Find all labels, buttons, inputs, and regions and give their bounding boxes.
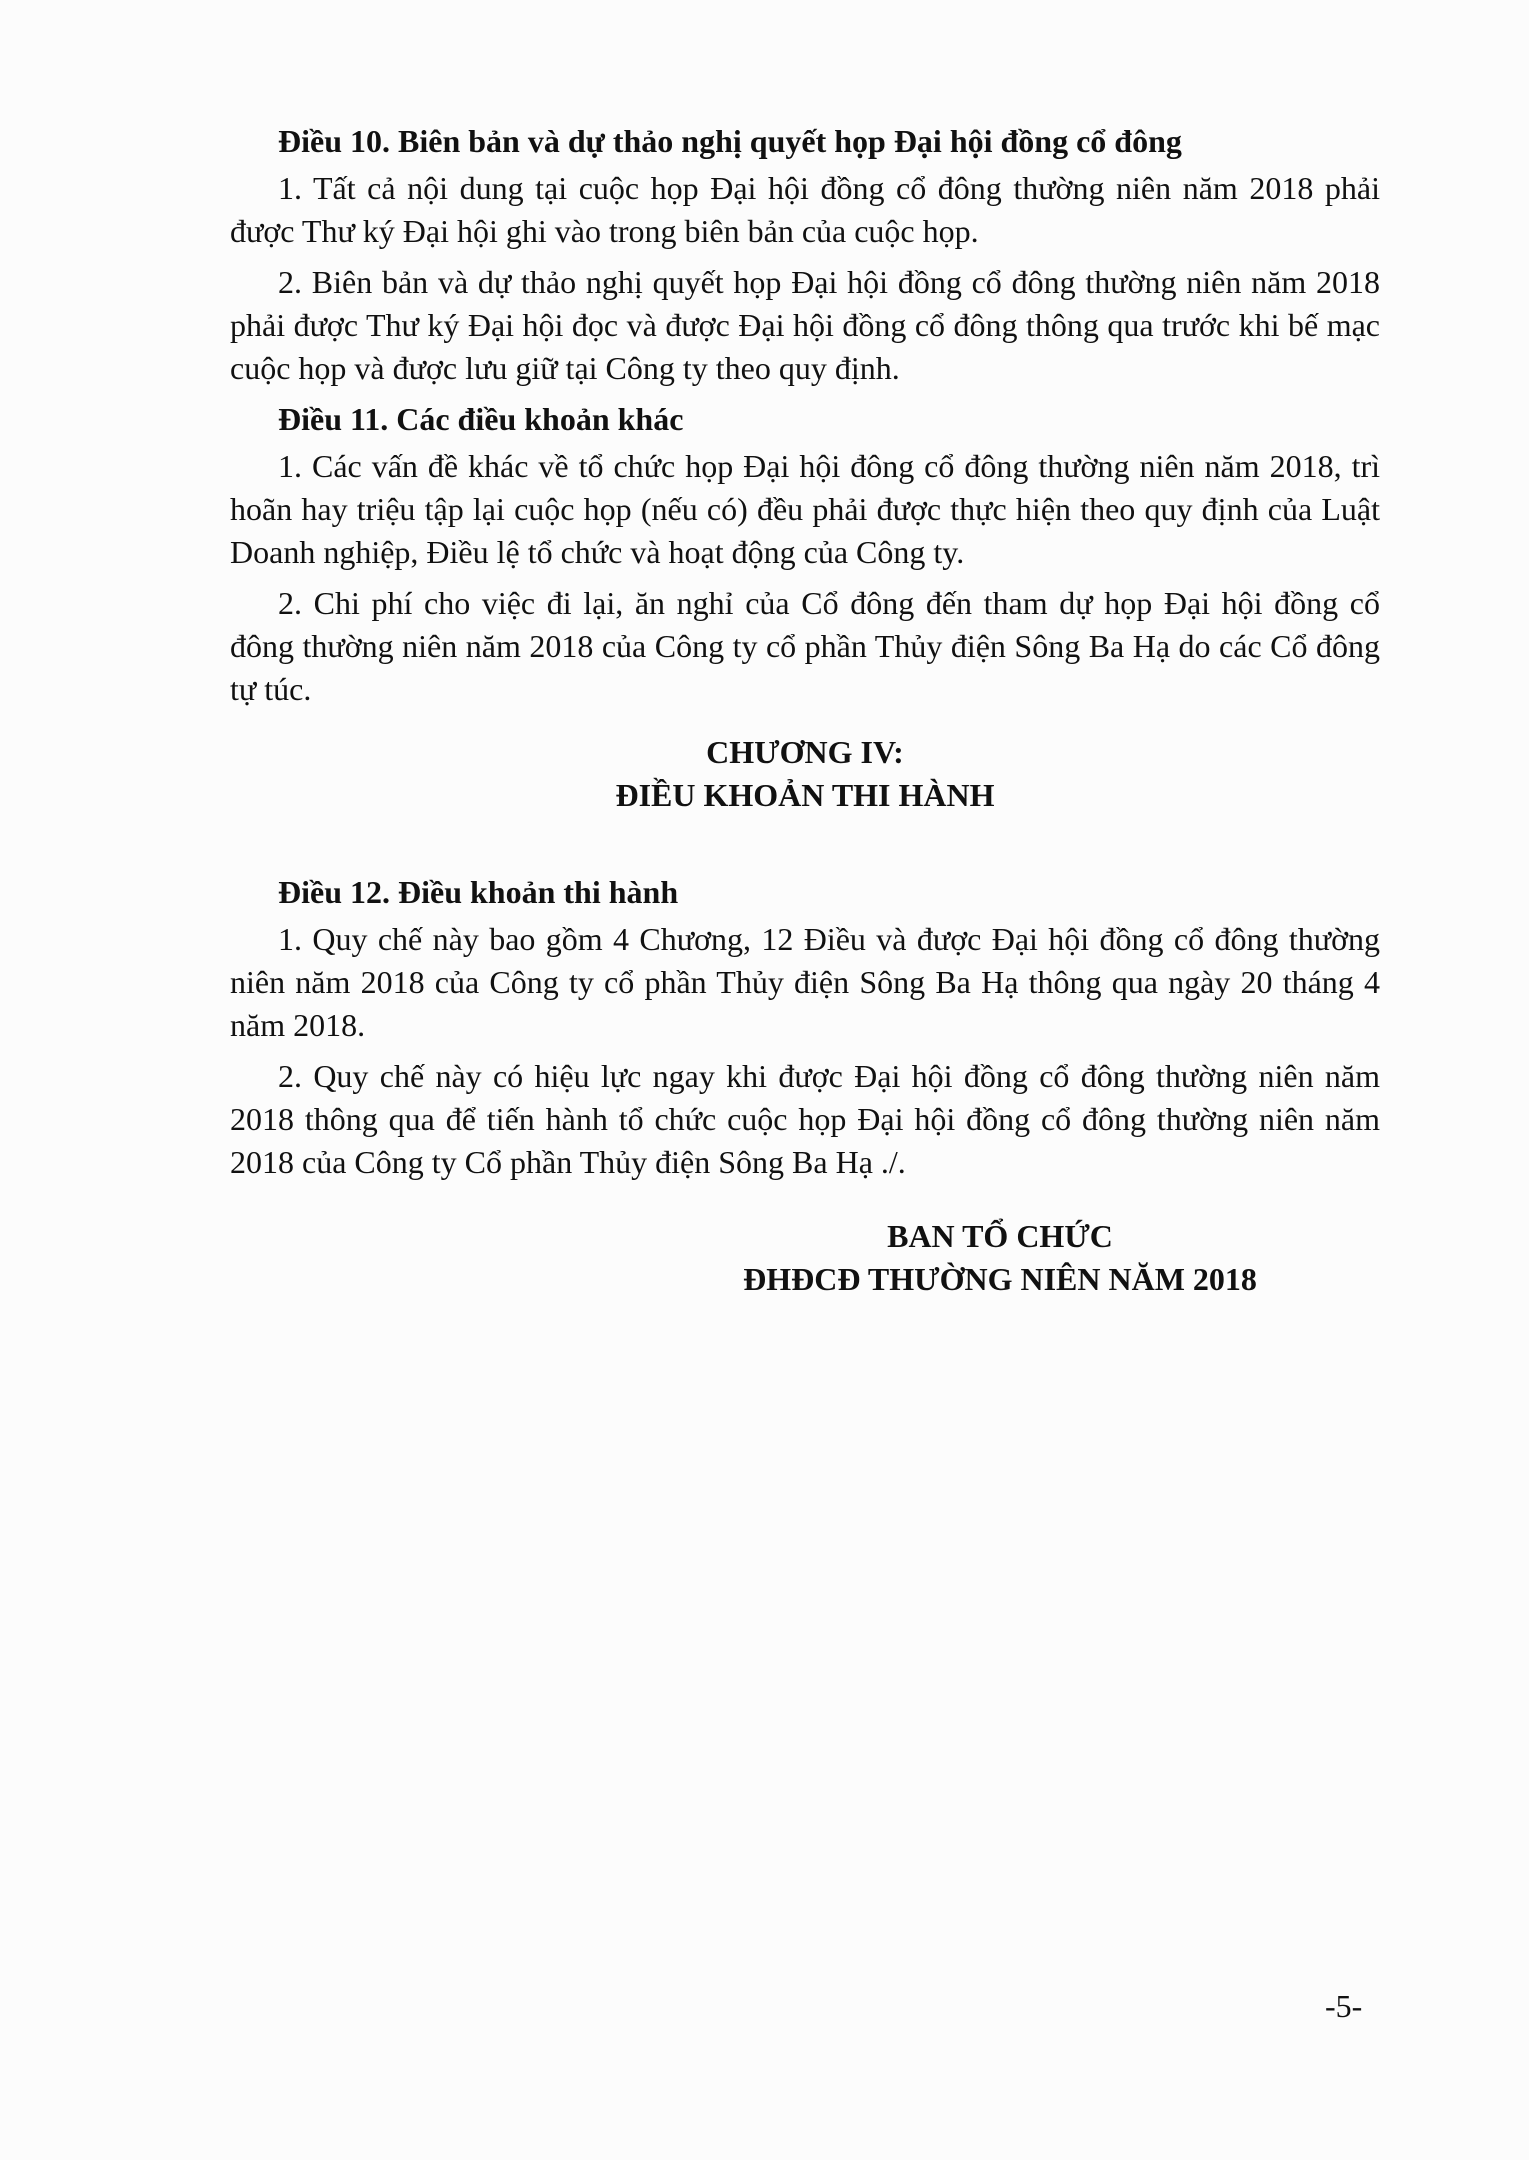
article-11-heading: Điều 11. Các điều khoản khác (278, 401, 684, 437)
page-number: -5- (1325, 1988, 1363, 2024)
signature-block (700, 1215, 1300, 1301)
signature-line-2: ĐHĐCĐ THƯỜNG NIÊN NĂM 2018 (743, 1261, 1257, 1297)
article-12-heading: Điều 12. Điều khoản thi hành (278, 874, 679, 910)
article-10-heading: Điều 10. Biên bản và dự thảo nghị quyết họp Đại hội đồng cổ đông (278, 123, 1182, 159)
chapter-number: CHƯƠNG IV: (706, 734, 904, 770)
chapter-heading (230, 731, 1380, 817)
article-10-paragraph-1: 1. Tất cả nội dung tại cuộc họp Đại hội đồng cổ đông thường niên năm 2018 phải được Thư ký Đại hội ghi vào trong biên bản của cuộc họp. (230, 170, 1380, 249)
article-10 (230, 120, 1380, 390)
article-12-paragraph-1: 1. Quy chế này bao gồm 4 Chương, 12 Điều và được Đại hội đồng cổ đông thường niên năm 2018 của Công ty cổ phần Thủy điện Sông Ba Hạ thông qua ngày 20 tháng 4 năm 2018. (230, 921, 1380, 1043)
article-11 (230, 398, 1380, 711)
signature-line-1: BAN TỔ CHỨC (887, 1218, 1113, 1254)
article-10-paragraph-2: 2. Biên bản và dự thảo nghị quyết họp Đại hội đồng cổ đông thường niên năm 2018 phải được Thư ký Đại hội đọc và được Đại hội đồng cổ đông thông qua trước khi bế mạc cuộc họp và được lưu giữ tại Công ty theo quy định. (230, 264, 1380, 386)
article-12 (230, 871, 1380, 1184)
chapter-title: ĐIỀU KHOẢN THI HÀNH (615, 777, 995, 813)
article-12-paragraph-2: 2. Quy chế này có hiệu lực ngay khi được Đại hội đồng cổ đông thường niên năm 2018 thông qua để tiến hành tổ chức cuộc họp Đại hội đồng cổ đông thường niên năm 2018 của Công ty Cổ phần Thủy điện Sông Ba Hạ ./. (230, 1058, 1380, 1180)
document-body (230, 120, 1380, 1192)
article-11-paragraph-1: 1. Các vấn đề khác về tổ chức họp Đại hội đông cổ đông thường niên năm 2018, trì hoãn hay triệu tập lại cuộc họp (nếu có) đều phải được thực hiện theo quy định của Luật Doanh nghiệp, Điều lệ tổ chức và hoạt động của Công ty. (230, 448, 1380, 570)
article-11-paragraph-2: 2. Chi phí cho việc đi lại, ăn nghỉ của Cổ đông đến tham dự họp Đại hội đồng cổ đông thường niên năm 2018 của Công ty cổ phần Thủy điện Sông Ba Hạ do các Cổ đông tự túc. (230, 585, 1380, 707)
